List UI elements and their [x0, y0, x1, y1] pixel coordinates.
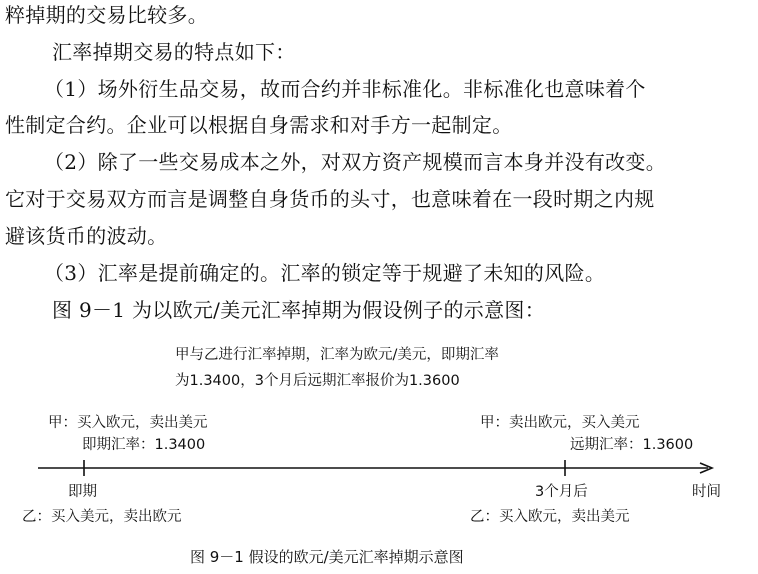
timeline-arrowhead — [700, 463, 712, 473]
left-top-rate-label: 即期汇率：1.3400 — [82, 437, 206, 453]
text-line-5: （2）除了一些交易成本之外，对双方资产规模而言本身并没有改变。 — [44, 150, 667, 174]
right-top-rate-label: 远期汇率：1.3600 — [570, 437, 694, 453]
text-line-6: 它对于交易双方而言是调整自身货币的头寸，也意味着在一段时期之内规 — [5, 187, 655, 211]
figure-caption: 图 9－1 假设的欧元/美元汇率掉期示意图 — [190, 548, 464, 566]
diagram-header-line-1: 甲与乙进行汇率掉期，汇率为欧元/美元，即期汇率 — [175, 347, 499, 363]
text-line-2: 汇率掉期交易的特点如下： — [52, 40, 296, 64]
text-line-8: （3）汇率是提前确定的。汇率的锁定等于规避了未知的风险。 — [44, 261, 606, 285]
text-line-3: （1）场外衍生品交易，故而合约并非标准化。非标准化也意味着个 — [44, 77, 646, 101]
text-line-9: 图 9－1 为以欧元/美元汇率掉期为假设例子的示意图： — [52, 298, 546, 322]
axis-label-spot: 即期 — [68, 484, 97, 500]
text-line-7: 避该货币的波动。 — [5, 224, 168, 248]
axis-label-time: 时间 — [692, 484, 721, 500]
left-bottom-party-label: 乙：买入美元，卖出欧元 — [22, 509, 182, 525]
right-bottom-party-label: 乙：买入欧元，卖出美元 — [470, 509, 630, 525]
right-top-party-label: 甲：卖出欧元，买入美元 — [480, 415, 640, 431]
text-line-1: 粹掉期的交易比较多。 — [5, 3, 208, 27]
text-line-4: 性制定合约。企业可以根据自身需求和对手方一起制定。 — [5, 113, 513, 137]
diagram-header-line-2: 为1.3400，3个月后远期汇率报价为1.3600 — [175, 373, 460, 389]
left-top-party-label: 甲：买入欧元，卖出美元 — [48, 415, 208, 431]
axis-label-3months: 3个月后 — [535, 484, 588, 500]
